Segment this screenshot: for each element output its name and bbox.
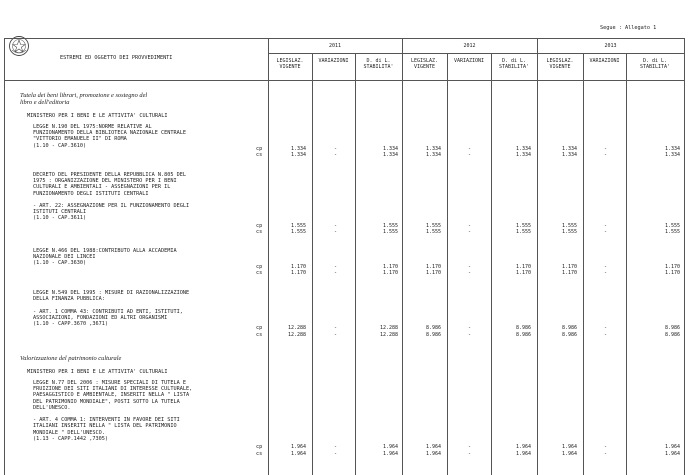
cp-value-cell: - (334, 146, 338, 152)
cp-value-cell: 12.288 (379, 325, 398, 331)
cs-value-cell: 1.964 (290, 451, 306, 457)
cp-value-cell: 12.288 (287, 325, 306, 331)
cp-value-cell: 8.986 (561, 325, 577, 331)
cp-value-cell: 1.170 (290, 264, 306, 270)
divider-2012-a (447, 53, 448, 475)
cs-value-cell: 1.964 (561, 451, 577, 457)
cp-value-cell: 8.986 (425, 325, 441, 331)
table-top-rule (4, 38, 684, 39)
cs-value-cell: 1.334 (664, 152, 680, 158)
cp-value-cell: 1.170 (515, 264, 531, 270)
cp-value-cell: 1.555 (664, 223, 680, 229)
cp-label: cp (256, 264, 263, 270)
header-variazioni-2012: VARIAZIONI (453, 58, 485, 64)
cp-label: cp (256, 146, 263, 152)
cp-value-cell: 8.986 (664, 325, 680, 331)
cs-value-cell: - (334, 451, 338, 457)
column-title: ESTREMI ED OGGETTO DEI PROVVEDIMENTI (60, 55, 173, 61)
cp-value-cell: 1.555 (290, 223, 306, 229)
cs-value-cell: 1.334 (425, 152, 441, 158)
cs-value-cell: - (604, 451, 608, 457)
divider-2011-b (355, 53, 356, 475)
divider-2012-b (491, 53, 492, 475)
cs-value-cell: 1.170 (425, 270, 441, 276)
cs-value-cell: 1.555 (290, 229, 306, 235)
cp-value-cell: 1.334 (290, 146, 306, 152)
cp-value-cell: - (604, 325, 608, 331)
cs-value-cell: 1.170 (382, 270, 398, 276)
cp-value-cell: - (468, 223, 472, 229)
cs-value-cell: - (334, 270, 338, 276)
header-dl-2012: D. di L. STABILITA' (498, 58, 530, 70)
cs-value-cell: 12.288 (287, 332, 306, 338)
cp-value-cell: 1.334 (425, 146, 441, 152)
cs-value-cell: 1.170 (664, 270, 680, 276)
cp-value-cell: - (334, 264, 338, 270)
cs-value-cell: 1.555 (515, 229, 531, 235)
cs-value-cell: - (604, 332, 608, 338)
divider-text-2011 (268, 38, 269, 475)
header-variazioni-2013: VARIAZIONI (589, 58, 620, 64)
cp-value-cell: 1.170 (382, 264, 398, 270)
cs-value-cell: 1.964 (425, 451, 441, 457)
cs-label: cs (256, 270, 263, 276)
cp-value-cell: 1.964 (425, 444, 441, 450)
cs-value-cell: 1.334 (382, 152, 398, 158)
cs-value-cell: - (604, 229, 608, 235)
cs-label: cs (256, 332, 263, 338)
cp-label: cp (256, 325, 263, 331)
cp-value-cell: - (334, 444, 338, 450)
cs-value-cell: 1.170 (561, 270, 577, 276)
cp-value-cell: 1.334 (382, 146, 398, 152)
cp-value-cell: 1.964 (515, 444, 531, 450)
entry-text: LEGGE N.190 DEL 1975:NORME RELATIVE AL FUNZIONAMENTO DELLA BIBLIOTECA NAZIONALE CENTRALE "VITTORIO EMANUELE II" DI ROMA (1.10 - CAP.3610) (33, 124, 187, 149)
header-legislaz-2012: LEGISLAZ. VIGENTE (410, 58, 439, 70)
cp-value-cell: - (604, 146, 608, 152)
header-dl-2013: D. di L. STABILITA' (639, 58, 671, 70)
cp-value-cell: 1.334 (664, 146, 680, 152)
cp-value-cell: - (468, 264, 472, 270)
cp-value-cell: - (468, 146, 472, 152)
cs-value-cell: 8.986 (515, 332, 531, 338)
cs-value-cell: 1.170 (290, 270, 306, 276)
section-title-tutela: Tutela dei beni librari, promozione e sostegno del libro e dell'editoria (20, 92, 148, 107)
cs-value-cell: 8.986 (561, 332, 577, 338)
cp-value-cell: - (604, 444, 608, 450)
table-left-border (4, 38, 5, 475)
cp-value-cell: 1.555 (382, 223, 398, 229)
cp-label: cp (256, 223, 263, 229)
section-title-valorizzazione: Valorizzazione del patrimonio culturale (20, 355, 122, 362)
cs-value-cell: 8.986 (425, 332, 441, 338)
cs-value-cell: - (604, 270, 608, 276)
table-right-border (684, 38, 685, 475)
entry-text: LEGGE N.466 DEL 1988:CONTRIBUTO ALLA ACCADEMIA NAZIONALE DEI LINCEI (1.10 - CAP.3630) (33, 248, 177, 267)
cp-value-cell: 1.555 (561, 223, 577, 229)
entry-text: LEGGE N.77 DEL 2006 : MISURE SPECIALI DI TUTELA E FRUIZIONE DEI SITI ITALIANI DI INTERESSE CULTURALE, PAESAGGISTICO E AMBIENTALE, INSERITI NELLA " LISTA DEL PATRIMONIO MONDIALE", POSTI SOTTO LA TUTELA DELL'UNESCO. - ART. 4 COMMA 1: INTERVENTI IN FAVORE DEI SITI ITALIANI INSERITI NELLA " LISTA DEL PATRIMONIO MONDIALE " DELL'UNESCO. (1.13 - CAPP.1442 ,7305) (33, 380, 193, 442)
cp-value-cell: 1.170 (425, 264, 441, 270)
cp-value-cell: - (604, 264, 608, 270)
ministry-label-valorizzazione: MINISTERO PER I BENI E LE ATTIVITA' CULTURALI (27, 369, 168, 375)
cp-value-cell: 1.964 (561, 444, 577, 450)
year-2011: 2011 (328, 43, 342, 49)
cs-value-cell: 1.555 (425, 229, 441, 235)
cs-value-cell: 1.334 (290, 152, 306, 158)
cs-value-cell: - (468, 270, 472, 276)
cs-value-cell: - (334, 332, 338, 338)
cp-value-cell: 1.964 (382, 444, 398, 450)
cp-value-cell: - (468, 325, 472, 331)
cp-label: cp (256, 444, 263, 450)
cs-value-cell: 8.986 (664, 332, 680, 338)
cp-value-cell: 1.170 (664, 264, 680, 270)
cp-value-cell: 1.170 (561, 264, 577, 270)
year-2013: 2013 (604, 43, 617, 49)
cs-value-cell: 1.555 (664, 229, 680, 235)
cs-value-cell: 12.288 (379, 332, 398, 338)
cs-value-cell: 1.555 (561, 229, 577, 235)
cs-value-cell: 1.964 (515, 451, 531, 457)
year-2012: 2012 (463, 43, 476, 49)
page-label: Segue : Allegato 1 (600, 25, 657, 31)
cp-value-cell: 1.334 (561, 146, 577, 152)
entry-text: DECRETO DEL PRESIDENTE DELLA REPUBBLICA N.805 DEL 1975 : ORGANIZZAZIONE DEL MINISTERO PER I BENI CULTURALI E AMBIENTALI - ASSEGNAZIONI PER IL FUNZIONAMENTO DEGLI ISTITUTI CENTRALI - ART. 22: ASSEGNAZIONE PER IL FUNZIONAMENTO DEGLI ISTITUTI CENTRALI (1.10 - CAP.3611) (33, 172, 190, 222)
cp-value-cell: 1.964 (664, 444, 680, 450)
ministry-label-tutela: MINISTERO PER I BENI E LE ATTIVITA' CULTURALI (27, 113, 168, 119)
cp-value-cell: - (334, 325, 338, 331)
cs-value-cell: - (334, 152, 338, 158)
cs-value-cell: 1.964 (382, 451, 398, 457)
cp-value-cell: 1.555 (425, 223, 441, 229)
divider-2013-b (626, 53, 627, 475)
cs-value-cell: - (604, 152, 608, 158)
header-legislaz-2011: LEGISLAZ. VIGENTE (276, 58, 304, 70)
cp-value-cell: - (334, 223, 338, 229)
divider-2012-2013 (537, 38, 538, 475)
header-legislaz-2013: LEGISLAZ. VIGENTE (546, 58, 574, 70)
divider-2011-a (312, 53, 313, 475)
cs-value-cell: - (468, 229, 472, 235)
cp-value-cell: 1.555 (515, 223, 531, 229)
entry-text: LEGGE N.549 DEL 1995 : MISURE DI RAZIONALIZZAZIONE DELLA FINANZA PUBBLICA: - ART. 1 COMMA 43: CONTRIBUTI AD ENTI, ISTITUTI, ASSOCIAZIONI, FONDAZIONI ED ALTRI ORGANISMI (1.10 - CAPP.3670 ,3671) (33, 290, 190, 328)
header-bottom-rule (4, 80, 684, 81)
cs-value-cell: - (334, 229, 338, 235)
cp-value-cell: 1.334 (515, 146, 531, 152)
divider-2011-2012 (402, 38, 403, 475)
cp-value-cell: 8.986 (515, 325, 531, 331)
cs-value-cell: - (468, 152, 472, 158)
cs-label: cs (256, 451, 263, 457)
cs-value-cell: 1.555 (382, 229, 398, 235)
year-header-rule (268, 53, 684, 54)
cs-value-cell: 1.170 (515, 270, 531, 276)
cs-value-cell: 1.334 (515, 152, 531, 158)
header-variazioni-2011: VARIAZIONI (318, 58, 349, 64)
cp-value-cell: - (468, 444, 472, 450)
cs-value-cell: 1.964 (664, 451, 680, 457)
cp-value-cell: - (604, 223, 608, 229)
cs-value-cell: - (468, 451, 472, 457)
cs-value-cell: - (468, 332, 472, 338)
cs-label: cs (256, 152, 263, 158)
cs-label: cs (256, 229, 263, 235)
cs-value-cell: 1.334 (561, 152, 577, 158)
divider-2013-a (583, 53, 584, 475)
cp-value-cell: 1.964 (290, 444, 306, 450)
header-dl-2011: D. di L. STABILITA' (363, 58, 394, 70)
